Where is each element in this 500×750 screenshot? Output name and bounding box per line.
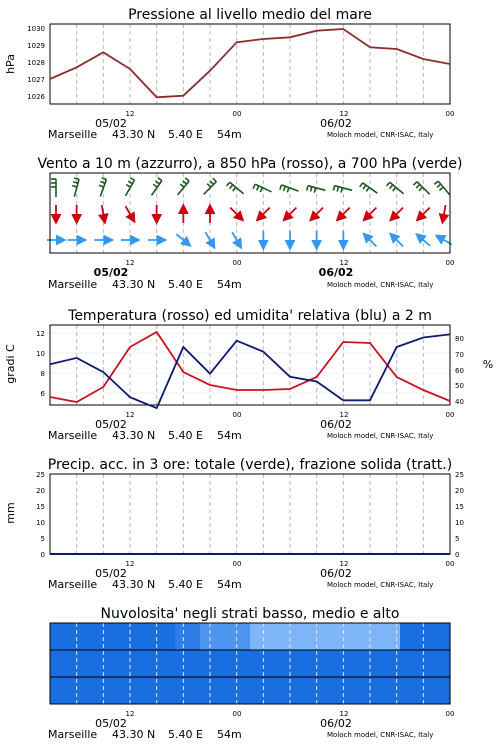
wind-barbs	[47, 178, 452, 249]
wind-barb-feather	[280, 185, 282, 190]
cloud-cell	[325, 677, 351, 704]
time-tick: 12	[125, 110, 135, 118]
wind-barb-feather	[284, 186, 286, 191]
cloud-cell	[200, 623, 226, 650]
precip-ytick: 0	[40, 551, 45, 559]
cloud-panel	[48, 606, 454, 741]
cloud-cell	[100, 677, 126, 704]
wind-barb-700	[72, 178, 79, 197]
location-lat: 43.30 N	[112, 578, 156, 591]
wind-barb-700	[387, 182, 404, 194]
wind-barb-feather	[153, 184, 157, 187]
time-tick: 00	[445, 110, 455, 118]
wind-barb-feather	[390, 185, 393, 189]
cloud-cell	[275, 650, 301, 677]
pressure-ytick: 1028	[27, 59, 45, 67]
cloud-cell	[300, 677, 326, 704]
precip-ytick: 20	[36, 487, 45, 495]
wind-barb-feather	[363, 185, 366, 189]
wind-barb-feather	[337, 187, 338, 192]
wind-arrow-850	[442, 205, 445, 223]
pressure-ytick: 1030	[27, 25, 45, 33]
location-name: Marseille	[48, 728, 98, 741]
pressure-panel	[4, 7, 454, 141]
wind-barb-feather	[419, 187, 423, 191]
rh-yticks	[455, 335, 464, 406]
wind-barb-feather	[413, 182, 417, 186]
precip-ytick: 25	[36, 471, 45, 479]
location-lon: 5.40 E	[168, 278, 203, 291]
wind-barb-feather	[257, 186, 259, 191]
wind-barb-700	[360, 183, 378, 193]
pressure-title: Pressione al livello medio del mare	[128, 7, 372, 23]
wind-barb-feather	[387, 182, 390, 186]
precip-ytick: 20	[455, 487, 464, 495]
location-name: Marseille	[48, 128, 98, 141]
temp-ytick: 6	[40, 390, 45, 398]
cloud-cell	[225, 650, 251, 677]
cloud-cell	[150, 650, 176, 677]
wind-barb-700	[280, 185, 299, 192]
wind-barb-feather	[434, 181, 438, 184]
cloud-cell	[400, 650, 426, 677]
cloud-cell	[225, 677, 251, 704]
wind-barb-feather	[341, 188, 342, 193]
cloud-cell	[175, 650, 201, 677]
wind-barb-feather	[180, 184, 184, 187]
precip-xticks	[126, 560, 455, 568]
precip-ytick: 0	[455, 551, 460, 559]
wind-barb-feather	[230, 185, 233, 189]
cloud-cell	[75, 677, 101, 704]
wind-barb-feather	[207, 184, 211, 188]
temp-ytick: 10	[36, 350, 45, 358]
date-label: 06/02	[318, 266, 354, 279]
time-tick: 00	[232, 710, 242, 718]
location-lon: 5.40 E	[168, 728, 203, 741]
cloud-cell	[50, 650, 76, 677]
precip-ytick: 15	[36, 503, 45, 511]
cloud-cell	[125, 623, 151, 650]
date-label: 05/02	[93, 266, 129, 279]
temp-yticks	[36, 330, 45, 398]
wind-barb-feather	[366, 187, 369, 191]
precip-ylabel: mm	[4, 502, 17, 524]
cloud-cell	[75, 623, 101, 650]
wind-arrow-850	[102, 205, 105, 223]
wind-barb-feather	[99, 185, 104, 187]
cloud-cell	[75, 650, 101, 677]
time-tick: 00	[232, 560, 242, 568]
cloud-cell	[150, 623, 176, 650]
cloud-cell	[350, 677, 376, 704]
precip-frame	[50, 474, 450, 554]
time-tick: 00	[445, 710, 455, 718]
date-label: 06/02	[320, 117, 352, 130]
rh-ytick: 60	[455, 367, 464, 375]
rh-ytick: 50	[455, 382, 464, 390]
wind-barb-feather	[128, 181, 132, 184]
model-credit: Moloch model, CNR-ISAC, Italy	[327, 131, 434, 139]
wind-barb-feather	[185, 178, 189, 181]
cloud-cell	[100, 650, 126, 677]
wind-frame	[50, 173, 450, 253]
precip-yticks-right	[455, 471, 464, 559]
wind-title: Vento a 10 m (azzurro), a 850 hPa (rosso), a 700 hPa (verde)	[37, 156, 463, 172]
cloud-cell	[125, 650, 151, 677]
wind-barb-shaft	[438, 181, 450, 195]
location-elev: 54m	[217, 578, 242, 591]
model-credit: Moloch model, CNR-ISAC, Italy	[327, 432, 434, 440]
temp-info-row	[48, 418, 433, 442]
cloud-cell	[300, 650, 326, 677]
precip-ytick: 10	[36, 519, 45, 527]
time-tick: 12	[339, 560, 349, 568]
cloud-cell	[400, 623, 426, 650]
rh-ytick: 70	[455, 351, 464, 359]
cloud-heatmap	[50, 623, 451, 704]
time-tick: 00	[232, 259, 242, 267]
location-elev: 54m	[217, 429, 242, 442]
wind-barb-feather	[155, 181, 159, 184]
cloud-cell	[225, 623, 251, 650]
wind-barb-700	[99, 178, 106, 197]
time-tick: 00	[445, 411, 455, 419]
location-elev: 54m	[217, 128, 242, 141]
time-tick: 12	[339, 259, 349, 267]
cloud-cell	[425, 677, 451, 704]
wind-barb-feather	[73, 182, 78, 183]
temp-ytick: 8	[40, 370, 45, 378]
wind-barb-feather	[130, 178, 134, 181]
wind-barb-feather	[126, 185, 130, 188]
wind-barb-feather	[158, 178, 162, 181]
time-tick: 00	[445, 259, 455, 267]
cloud-cell	[175, 677, 201, 704]
wind-barb-700	[333, 186, 352, 193]
cloud-title: Nuvolosita' negli strati basso, medio e alto	[100, 606, 400, 622]
pressure-info-row	[48, 117, 433, 141]
precip-ytick: 10	[455, 519, 464, 527]
location-elev: 54m	[217, 728, 242, 741]
wind-barb-feather	[72, 186, 77, 187]
cloud-cell	[250, 623, 276, 650]
time-tick: 12	[339, 710, 349, 718]
time-tick: 12	[125, 259, 135, 267]
wind-barb-feather	[253, 184, 255, 189]
location-lon: 5.40 E	[168, 128, 203, 141]
date-label: 06/02	[320, 418, 352, 431]
model-credit: Moloch model, CNR-ISAC, Italy	[327, 581, 434, 589]
location-elev: 54m	[217, 278, 242, 291]
model-credit: Moloch model, CNR-ISAC, Italy	[327, 281, 434, 289]
cloud-cell	[275, 677, 301, 704]
location-name: Marseille	[48, 429, 98, 442]
location-lon: 5.40 E	[168, 429, 203, 442]
wind-barb-feather	[437, 184, 441, 187]
pressure-yticks	[27, 25, 45, 101]
wind-barb-700	[253, 184, 271, 192]
wind-barb-feather	[233, 187, 236, 191]
temp-panel	[4, 308, 493, 442]
wind-barb-feather	[227, 182, 230, 186]
location-lat: 43.30 N	[112, 728, 156, 741]
cloud-cell	[200, 677, 226, 704]
temp-ylabel: gradi C	[4, 344, 17, 384]
wind-barb-700	[227, 182, 244, 194]
precip-title: Precip. acc. in 3 ore: totale (verde), frazione solida (tratt.)	[47, 457, 453, 473]
cloud-cell	[125, 677, 151, 704]
precip-ytick: 25	[455, 471, 464, 479]
wind-barb-feather	[213, 178, 217, 182]
location-name: Marseille	[48, 578, 98, 591]
precip-ytick: 5	[40, 535, 45, 543]
cloud-cell	[200, 650, 226, 677]
cloud-cell	[50, 623, 76, 650]
pressure-ytick: 1027	[27, 76, 45, 84]
wind-barb-feather	[439, 187, 443, 190]
date-label: 06/02	[320, 567, 352, 580]
cloud-cell	[325, 623, 351, 650]
date-label: 06/02	[320, 717, 352, 730]
date-label: 05/02	[95, 117, 127, 130]
location-lon: 5.40 E	[168, 578, 203, 591]
cloud-cell	[425, 650, 451, 677]
location-lat: 43.30 N	[112, 429, 156, 442]
date-label: 05/02	[95, 717, 127, 730]
rh-ylabel: %	[482, 358, 494, 371]
time-tick: 12	[339, 411, 349, 419]
precip-ytick: 5	[455, 535, 460, 543]
cloud-cell	[150, 677, 176, 704]
time-tick: 00	[445, 560, 455, 568]
cloud-cell	[350, 650, 376, 677]
wind-barb-feather	[210, 181, 214, 185]
wind-barb-feather	[360, 183, 363, 187]
pressure-series-line	[50, 29, 450, 97]
pressure-ytick: 1029	[27, 42, 45, 50]
temperature-series-line	[50, 332, 450, 402]
cloud-cell	[50, 677, 76, 704]
temp-title: Temperatura (rosso) ed umidita' relativa (blu) a 2 m	[68, 308, 432, 324]
time-tick: 00	[232, 411, 242, 419]
wind-barb-700	[434, 181, 449, 195]
wind-barb-feather	[74, 178, 79, 179]
rh-ytick: 80	[455, 335, 464, 343]
date-label: 05/02	[95, 418, 127, 431]
rh-ytick: 40	[455, 398, 464, 406]
cloud-cell	[425, 623, 451, 650]
time-tick: 12	[125, 411, 135, 419]
time-tick: 12	[125, 710, 135, 718]
precip-panel	[4, 457, 464, 591]
date-label: 05/02	[95, 567, 127, 580]
model-credit: Moloch model, CNR-ISAC, Italy	[327, 731, 434, 739]
cloud-cell	[250, 650, 276, 677]
wind-xticks	[126, 259, 455, 267]
wind-barb-feather	[102, 178, 107, 180]
cloud-xticks	[126, 710, 455, 718]
wind-barb-700	[413, 182, 429, 195]
wind-barb-feather	[260, 188, 262, 193]
wind-info-row	[48, 266, 433, 291]
cloud-cell	[250, 677, 276, 704]
cloud-cell	[325, 650, 351, 677]
wind-barb-700	[51, 179, 56, 197]
temp-xticks	[126, 411, 455, 419]
wind-barb-feather	[416, 184, 420, 188]
precip-info-row	[48, 567, 433, 591]
wind-barb-feather	[311, 187, 312, 192]
pressure-frame	[50, 24, 450, 104]
wind-barb-feather	[100, 182, 105, 184]
location-lat: 43.30 N	[112, 128, 156, 141]
pressure-xticks	[126, 110, 455, 118]
wind-panel	[37, 156, 462, 291]
wind-barb-700	[307, 186, 326, 193]
humidity-series-line	[50, 334, 450, 408]
wind-arrow-10m	[436, 236, 452, 245]
wind-barb-feather	[314, 188, 315, 193]
cloud-cell	[100, 623, 126, 650]
location-lat: 43.30 N	[112, 278, 156, 291]
pressure-ylabel: hPa	[4, 54, 17, 74]
precip-yticks-left	[36, 471, 45, 559]
location-name: Marseille	[48, 278, 98, 291]
cloud-cell	[275, 623, 301, 650]
cloud-cell	[350, 623, 376, 650]
wind-barb-feather	[307, 186, 308, 191]
wind-barb-feather	[333, 186, 334, 191]
temp-ytick: 12	[36, 330, 45, 338]
cloud-cell	[175, 623, 201, 650]
time-tick: 00	[232, 110, 242, 118]
time-tick: 12	[339, 110, 349, 118]
wind-barb-700	[178, 178, 190, 195]
wind-barb-shaft	[363, 183, 378, 193]
time-tick: 12	[125, 560, 135, 568]
cloud-info-row	[48, 717, 433, 741]
pressure-ytick: 1026	[27, 93, 45, 101]
wind-barb-feather	[393, 187, 396, 191]
precip-ytick: 15	[455, 503, 464, 511]
wind-barb-feather	[287, 188, 289, 193]
cloud-cell	[300, 623, 326, 650]
cloud-cell	[400, 677, 426, 704]
